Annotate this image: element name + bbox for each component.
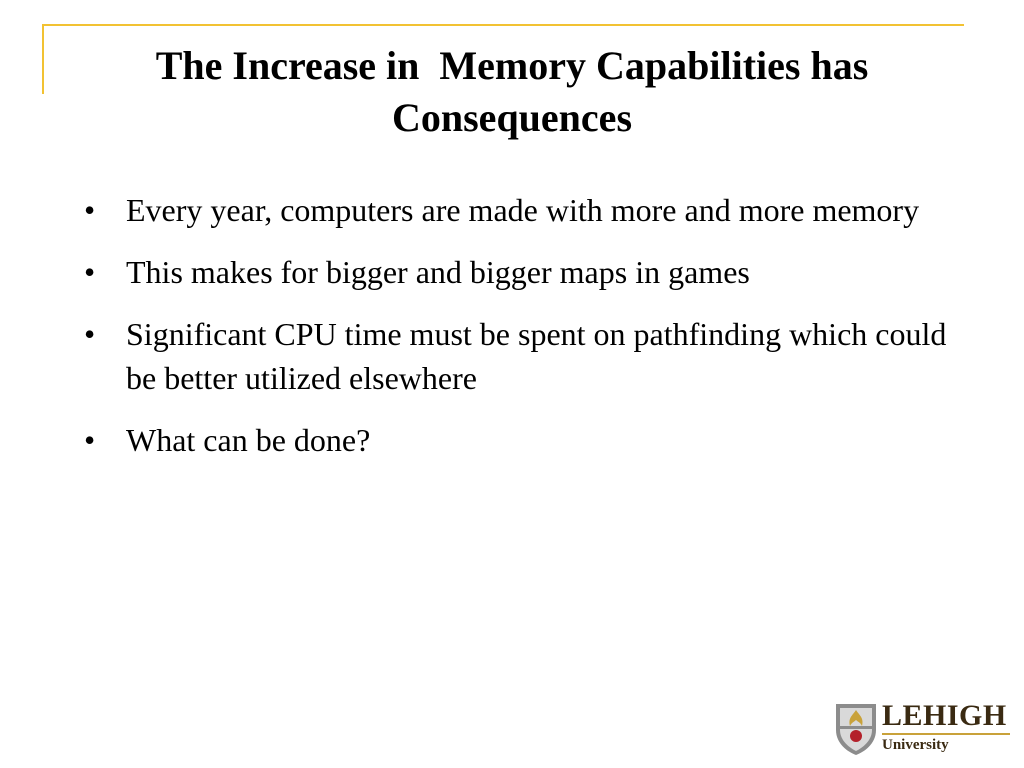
bullet-dot: • [84,254,96,290]
bullet-dot: • [84,422,96,458]
frame-left-line [42,24,44,94]
logo-subtitle: University [882,737,949,753]
bullet-item [84,312,964,400]
bullet-text: Significant CPU time must be spent on pathfinding which could be better utilized elsewhere [126,316,947,396]
bullet-dot: • [84,192,96,228]
bullet-item [84,188,964,232]
bullet-text: Every year, computers are made with more and more memory [126,192,920,228]
logo-rule [882,733,1010,735]
bullet-list [84,188,964,480]
logo-wordmark: LEHIGH [882,699,1007,732]
lehigh-logo [834,700,1014,756]
bullet-item [84,418,964,462]
bullet-text: This makes for bigger and bigger maps in games [126,254,750,290]
bullet-dot: • [84,316,96,352]
frame-top-line [42,24,964,26]
bullet-text: What can be done? [126,422,371,458]
shield-crest-icon [834,700,878,756]
bullet-item [84,250,964,294]
slide-title: The Increase in Memory Capabilities has Consequences [155,43,879,140]
